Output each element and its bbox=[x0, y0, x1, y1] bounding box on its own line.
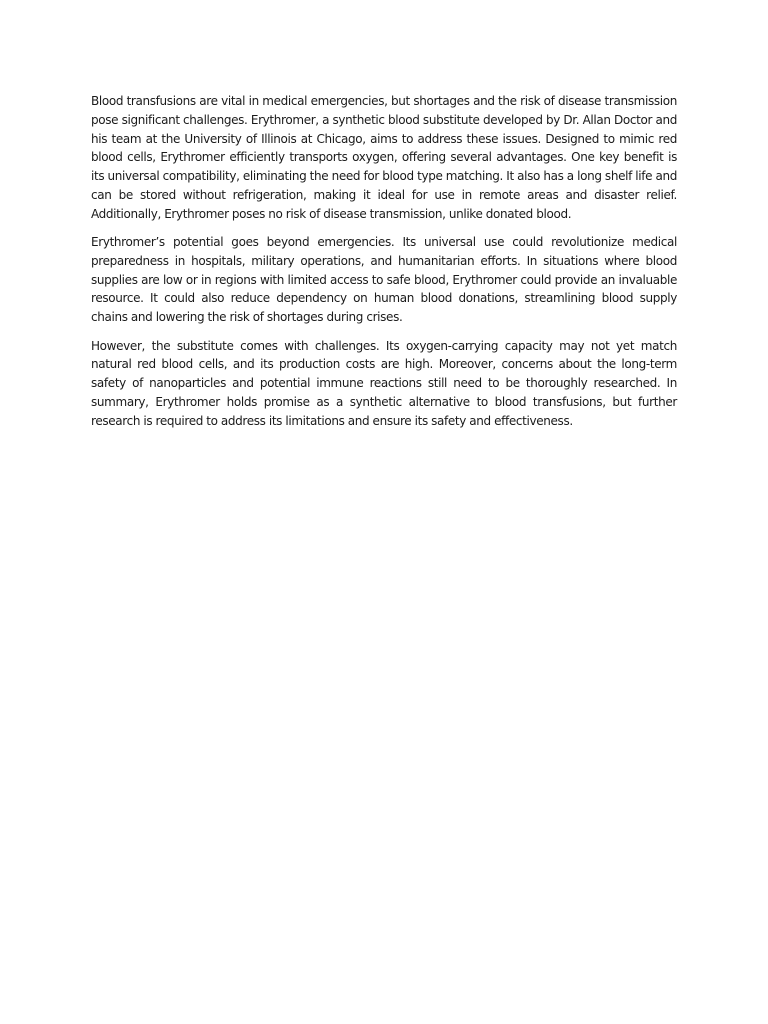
document-body bbox=[91, 92, 677, 440]
paragraph-challenges: However, the substitute comes with challenges. Its oxygen-carrying capacity may not yet match natural red blood cells, and its production costs are high. Moreover, concerns about the long-term safety of nanoparticles and potential immune reactions still need to be thoroughly researched. In summary, Erythromer holds promise as a synthetic alternative to blood transfusions, but further research is required to address its limitations and ensure its safety and effectiveness. bbox=[91, 338, 677, 428]
paragraph-intro: Blood transfusions are vital in medical emergencies, but shortages and the risk of disease transmission pose significant challenges. Erythromer, a synthetic blood substitute developed by Dr. Allan Doctor and his team at the University of Illinois at Chicago, aims to address these issues. Designed to mimic red blood cells, Erythromer efficiently transports oxygen, offering several advantages. One key benefit is its universal compatibility, eliminating the need for blood type matching. It also has a long shelf life and can be stored without refrigeration, making it ideal for use in remote areas and disaster relief. Additionally, Erythromer poses no risk of disease transmission, unlike donated blood. bbox=[91, 94, 677, 221]
paragraph-potential: Erythromer’s potential goes beyond emergencies. Its universal use could revolutionize medical preparedness in hospitals, military operations, and humanitarian efforts. In situations where blood supplies are low or in regions with limited access to safe blood, Erythromer could provide an invaluable resource. It could also reduce dependency on human blood donations, streamlining blood supply chains and lowering the risk of shortages during crises. bbox=[91, 235, 677, 325]
